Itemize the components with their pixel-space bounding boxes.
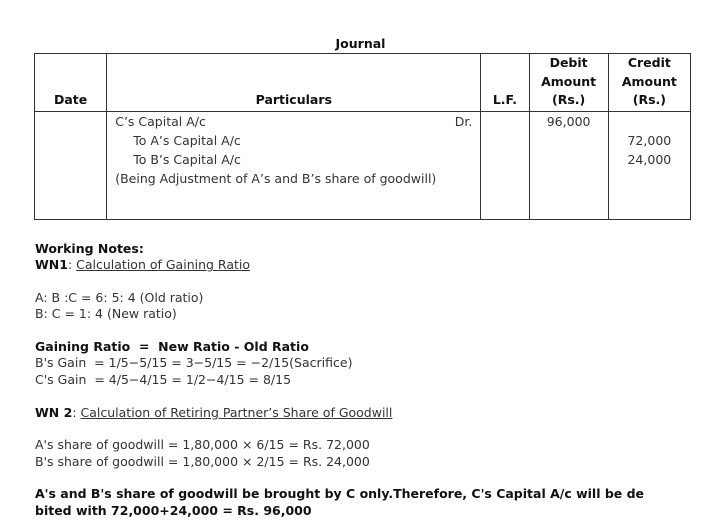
debit-amount: 96,000 — [546, 113, 591, 129]
wn1-heading — [35, 257, 675, 273]
lf-cell — [481, 111, 529, 220]
wn1-separator: : — [67, 257, 77, 273]
particulars-cell — [107, 111, 481, 220]
wn2-label: WN 2 — [35, 404, 73, 420]
credit-header-line: Credit — [627, 55, 671, 70]
debit-header-line: (Rs.) — [551, 92, 586, 107]
credit-cell — [608, 111, 690, 220]
debit-header-line: Amount — [541, 73, 597, 89]
narration: (Being Adjustment of A’s and B’s share of goodwill) — [115, 170, 437, 186]
wn2-separator: : — [72, 404, 81, 420]
conclusion-line: bited with 72,000+24,000 = Rs. 96,000 — [35, 502, 312, 518]
a-share-goodwill: A's share of goodwill = 1,80,000 × 6/15 = Rs. 72,000 — [35, 437, 370, 453]
gaining-ratio-formula: Gaining Ratio = New Ratio - Old Ratio — [35, 339, 309, 355]
working-notes — [35, 241, 675, 519]
wn2-title: Calculation of Retiring Partner’s Share of Goodwill — [80, 404, 393, 420]
wn2-heading — [35, 405, 675, 421]
journal-table — [34, 53, 691, 220]
b-gain: B's Gain = 1/5−5/15 = 3−5/15 = −2/15(Sacrifice) — [35, 355, 353, 371]
dr-label: Dr. — [454, 113, 473, 129]
credit-header — [608, 54, 690, 112]
b-share-goodwill: B's share of goodwill = 1,80,000 × 2/15 = Rs. 24,000 — [35, 453, 370, 469]
credit-amount: 24,000 — [627, 151, 672, 167]
c-gain: C's Gain = 4/5−4/15 = 1/2−4/15 = 8/15 — [35, 371, 292, 387]
debit-header — [529, 54, 608, 112]
new-ratio: B: C = 1: 4 (New ratio) — [35, 306, 177, 322]
debit-cell — [529, 111, 608, 220]
date-cell — [35, 111, 107, 220]
lf-header: L.F. — [481, 54, 529, 112]
old-ratio: A: B :C = 6: 5: 4 (Old ratio) — [35, 290, 204, 306]
debit-header-line: Debit — [549, 55, 588, 70]
credit-account: To A’s Capital A/c — [133, 132, 241, 148]
conclusion-line: A's and B's share of goodwill be brought by C only.Therefore, C's Capital A/c will be de — [35, 486, 645, 502]
wn1-label: WN1 — [35, 257, 68, 273]
date-header: Date — [35, 54, 107, 112]
particulars-header: Particulars — [107, 54, 481, 112]
journal-header-row — [35, 54, 691, 112]
document-title: Journal — [335, 36, 386, 51]
working-notes-heading: Working Notes: — [35, 241, 144, 256]
wn1-title: Calculation of Gaining Ratio — [76, 257, 251, 273]
credit-header-line: (Rs.) — [632, 92, 666, 107]
journal-entry-row — [35, 111, 691, 220]
credit-account: To B’s Capital A/c — [133, 151, 241, 167]
credit-amount: 72,000 — [627, 132, 672, 148]
credit-header-line: Amount — [621, 73, 677, 89]
debit-account: C’s Capital A/c — [115, 113, 206, 129]
